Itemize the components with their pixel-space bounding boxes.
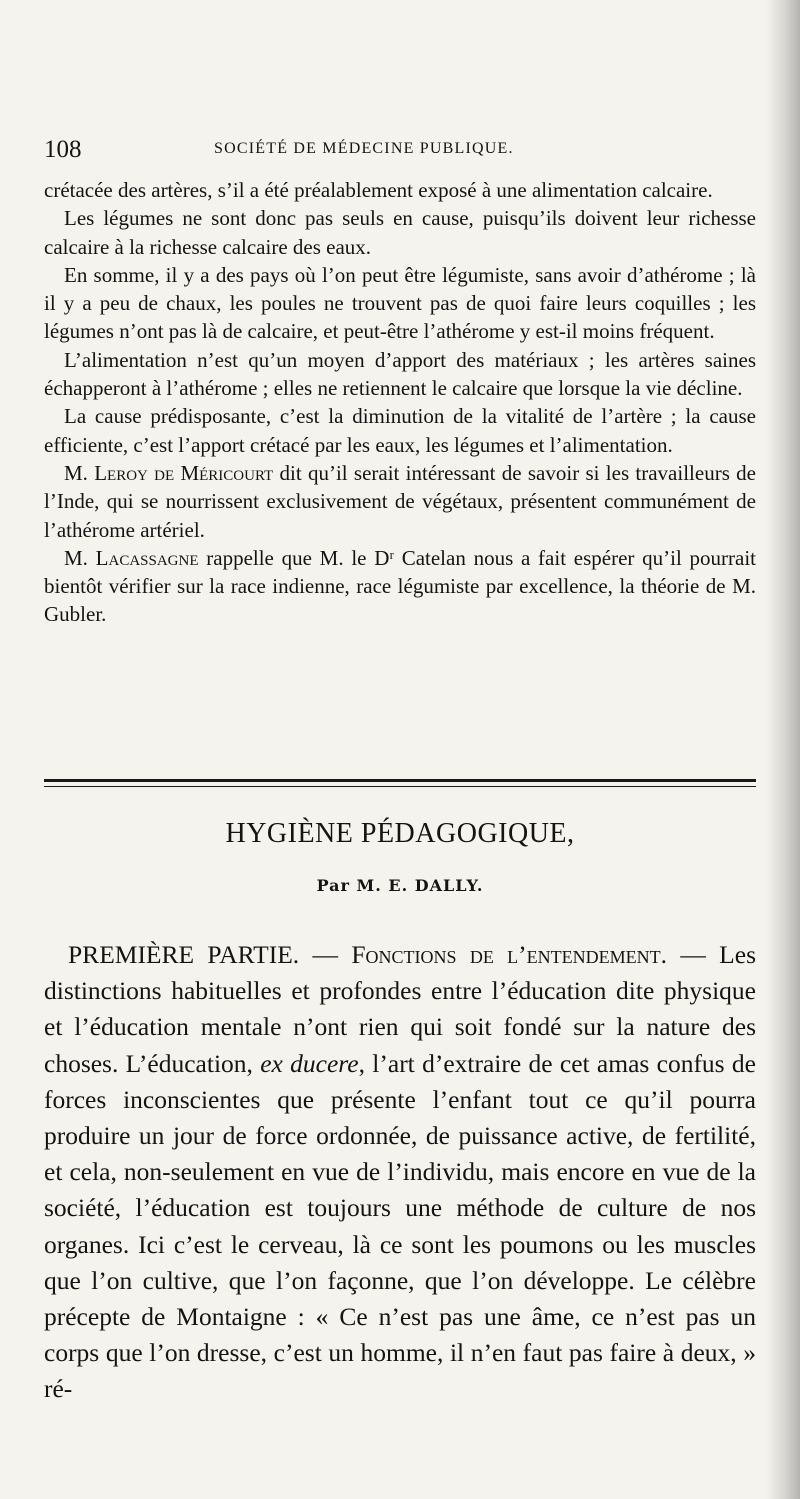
part-subtitle: Fonctions de l’entendement. (351, 940, 668, 969)
running-title: SOCIÉTÉ DE MÉDECINE PUBLIQUE. (214, 140, 514, 157)
section-divider (44, 779, 756, 782)
speaker-name: M. Leroy de Méricourt (64, 460, 274, 485)
section-divider-thin (44, 786, 756, 787)
paragraph-text: — Les distinctions habituelles et profondes entre l’éducation dite physique et l’éducation mentale n’ont rien qui soit fondé sur la nature des choses. L’éducation, (44, 940, 756, 1078)
speaker-name: M. Lacassagne (64, 545, 199, 570)
paragraph: L’alimentation n’est qu’un moyen d’apport des matériaux ; les artères saines échapperont à l’athérome ; elles ne retiennent le calcaire que lorsque la vie décline. (44, 347, 756, 401)
part-label: PREMIÈRE PARTIE. (68, 940, 300, 969)
paragraph: La cause prédisposante, c’est la diminution de la vitalité de l’artère ; la cause efficiente, c’est l’apport crétacé par les eaux, les légumes et l’alimentation. (44, 404, 756, 457)
paragraph (44, 937, 756, 1408)
paragraph: Les légumes ne sont donc pas seuls en cause, puisqu’ils doivent leur richesse calcaire à la richesse calcaire des eaux. (44, 206, 756, 259)
article-text (44, 937, 756, 1408)
section-title: HYGIÈNE PÉDAGOGIQUE, (225, 818, 575, 849)
discussion-text (44, 176, 756, 629)
paragraph (44, 459, 756, 544)
paragraph: En somme, il y a des pays où l’on peut être légumiste, sans avoir d’athérome ; là il y a peu de chaux, les poules ne trouvent pas de quoi faire leurs coquilles ; les légumes n’ont pas là de calcaire, et peut-être l’athérome y est-il moins fréquent. (44, 262, 756, 344)
paragraph-text: dit qu’il serait intéressant de savoir si les travailleurs de l’Inde, qui se nourrissent exclusivement de végétaux, présentent communément de l’athérome artériel. (44, 460, 756, 542)
latin-term: ex ducere (260, 1048, 359, 1078)
paragraph (44, 544, 756, 629)
author-byline: Par M. E. DALLY. (316, 876, 484, 895)
page-edge-shadow (766, 0, 800, 1499)
running-header (44, 136, 756, 166)
paragraph: crétacée des artères, s’il a été préalablement exposé à une alimentation calcaire. (44, 178, 713, 202)
paragraph-text: , l’art d’extraire de cet amas confus de forces inconscientes que présente l’enfant tout ce qu’il pourra produire un jour de force ordonnée, de puissance active, de fertilité, et cela, non-seulement en vue de l’individu, mais encore en vue de la société, l’éducation est toujours une méthode de culture de nos organes. Ici c’est le cerveau, là ce sont les poumons ou les muscles que l’on cultive, que l’on façonne, que l’on développe. Le célèbre précepte de Montaigne : « Ce n’est pas une âme, ce n’est pas un corps que l’on dresse, c’est un homme, il n’en faut pas faire à deux, » ré- (44, 1048, 756, 1404)
paragraph-text: rappelle que M. le Dʳ Catelan nous a fait espérer qu’il pourrait bientôt vérifier sur la race indienne, race légumiste par excellence, la théorie de M. Gubler. (44, 545, 757, 627)
dash: — (299, 940, 352, 969)
page-number: 108 (44, 136, 82, 163)
